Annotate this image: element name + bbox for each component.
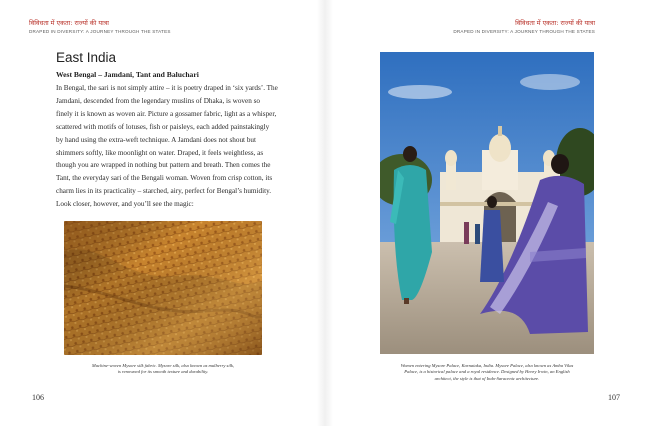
silk-photo-caption [70, 363, 256, 376]
section-title: East India [56, 50, 117, 65]
running-header-left [29, 20, 171, 35]
caption-line: Women entering Mysore Palace, Karnataka, India. Mysore Palace, also known as Amba Vilas [400, 363, 574, 368]
section-subheading: West Bengal – Jamdani, Tant and Baluchari [56, 70, 199, 79]
page-number-right: 107 [608, 393, 620, 402]
running-header-hindi: विविधता में एकता: राज्यों की यात्रा [29, 19, 109, 27]
silk-fabric-photo [64, 221, 262, 355]
running-header-english: DRAPED IN DIVERSITY: A JOURNEY THROUGH THE STATES [453, 29, 595, 35]
caption-line: Machine-woven Mysore silk fabric. Mysore silk, also known as mulberry silk, [91, 363, 235, 368]
caption-line: is renowned for its smooth texture and durability. [117, 369, 209, 375]
caption-line: architect, the style is that of Indo-Saracenic architecture. [434, 375, 540, 381]
running-header-english: DRAPED IN DIVERSITY: A JOURNEY THROUGH THE STATES [29, 29, 171, 35]
body-paragraph: In Bengal, the sari is not simply attire – it is poetry draped in ‘six yards’. The Jamdani, descended from the legendary muslins of Dhaka, is woven so finely it is known as woven air. Picture a gossamer fabric, light as a whisper, scattered with motifs of lotuses, fish or paisleys, each added painstakingly by hand using the extra-weft technique. A Jamdani does not shout but shimmers softly, like moonlight on water. Draped, it feels weightless, as though you are wrapped in nothing but pattern and breath. Then comes the Tant, the everyday sari of the Bengali woman. Woven from crisp cotton, its charm lies in its practicality – starched, airy, perfect for Bengal’s humidity. Look closer, however, and you’ll see the magic: [56, 84, 278, 209]
mysore-palace-photo [380, 52, 594, 354]
caption-line: Palace, is a historical palace and a royal residence. Designed by Henry Irwin, an English [404, 369, 570, 375]
running-header-hindi: विविधता में एकता: राज्यों की यात्रा [515, 19, 595, 27]
palace-photo-caption [382, 363, 592, 382]
running-header-right [453, 20, 595, 35]
page-number-left: 106 [32, 393, 44, 402]
